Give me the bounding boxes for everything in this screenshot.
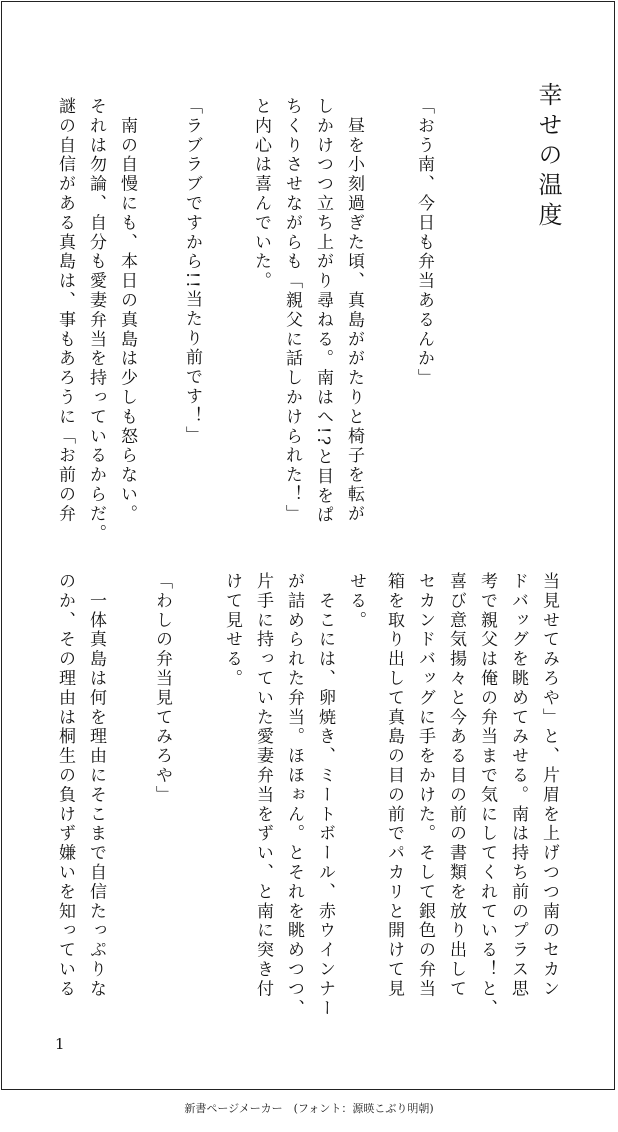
text-column: 昼を小刻過ぎた頃、真島ががたりと椅子を転が bbox=[344, 97, 364, 524]
text-column: それは勿論、自分も愛妻弁当を持っているからだ。 bbox=[86, 97, 106, 544]
text-column: 考で親父は俺の弁当まで気にしてくれている！と、 bbox=[477, 572, 497, 1019]
text-column: 当見せてみろや」と、片眉を上げつつ南のセカン bbox=[539, 572, 559, 999]
text-column: そこには、卵焼き、ミートボール、赤ウインナー bbox=[315, 572, 335, 1019]
footer-caption: 新書ページメーカー (フォント：源暎こぶり明朝) bbox=[184, 1102, 434, 1115]
text-column: 「おう南、今日も弁当あるんか」 bbox=[414, 97, 434, 388]
text-column: けて見せる。 bbox=[222, 572, 242, 689]
text-column: せる。 bbox=[346, 572, 366, 631]
text-column: 「ラブラブですから!!当たり前です！」 bbox=[182, 97, 202, 446]
text-column: 「わしの弁当見てみろや」 bbox=[152, 572, 172, 805]
text-column: しかけつつ立ち上がり尋ねる。南はへ!?と目をぱ bbox=[313, 97, 333, 526]
text-column: のか、その理由は桐生の負けず嫌いを知っている bbox=[55, 572, 75, 999]
text-column: ドバッグを眺めてみせる。南は持ち前のプラス思 bbox=[508, 572, 528, 999]
text-column: が詰められた弁当。ほほぉん。とそれを眺めつつ、 bbox=[284, 572, 304, 1019]
page-number: 1 bbox=[55, 1035, 65, 1053]
text-column: セカンドバッグに手をかけた。そして銀色の弁当 bbox=[415, 572, 435, 999]
page-title: 幸せの温度 bbox=[534, 82, 562, 232]
text-column: 喜び意気揚々と今ある目の前の書類を放り出して bbox=[446, 572, 466, 999]
text-column: 南の自慢にも、本日の真島は少しも怒らない。 bbox=[117, 97, 137, 524]
text-column: 箱を取り出して真島の目の前でパカリと開けて見 bbox=[384, 572, 404, 999]
text-column: 一体真島は何を理由にそこまで自信たっぷりな bbox=[86, 572, 106, 999]
text-column: と内心は喜んでいた。 bbox=[251, 97, 271, 291]
text-column: 片手に持っていた愛妻弁当をずい、と南に突き付 bbox=[253, 572, 273, 999]
text-column: 謎の自信がある真島は、事もあろうに「お前の弁 bbox=[55, 97, 75, 524]
text-column: ちくりさせながらも「親父に話しかけられた！」 bbox=[282, 97, 302, 524]
